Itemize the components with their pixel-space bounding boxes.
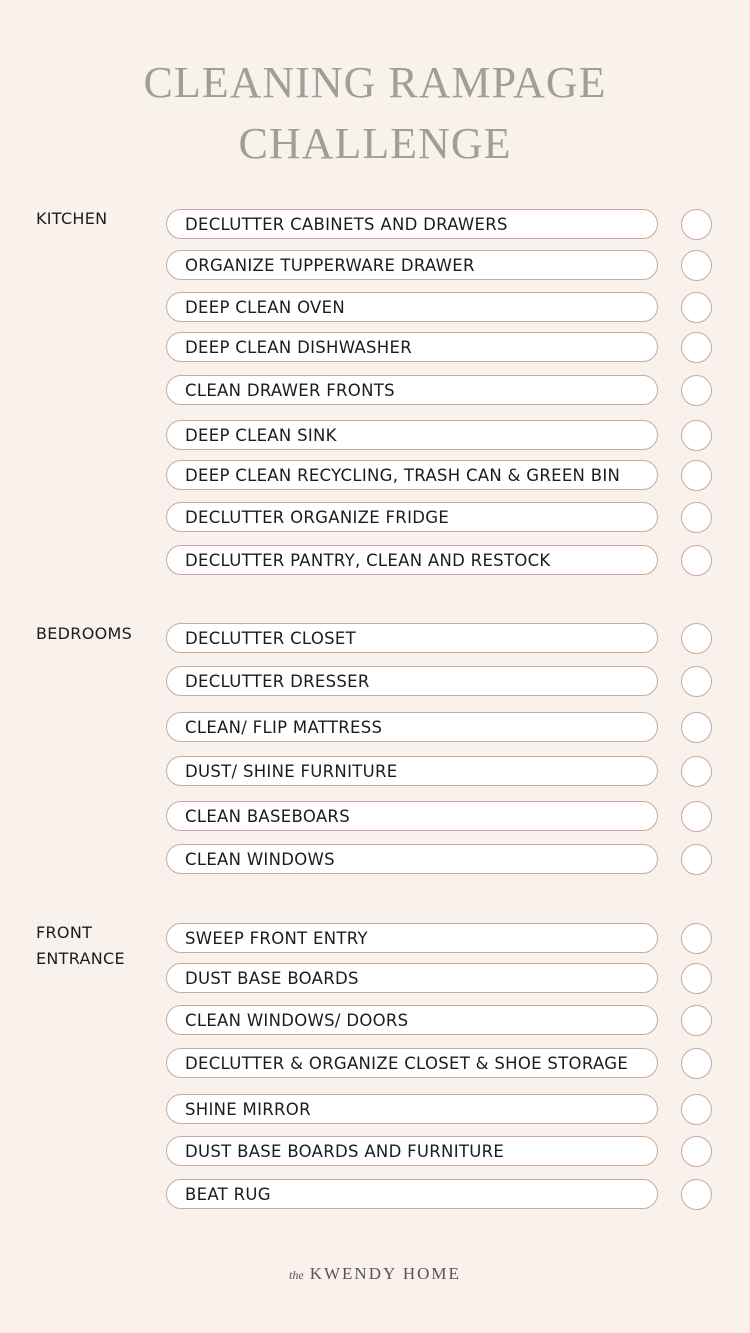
task-label: CLEAN/ FLIP MATTRESS bbox=[185, 717, 383, 737]
task-label: CLEAN WINDOWS/ DOORS bbox=[185, 1010, 409, 1030]
task-label: CLEAN WINDOWS bbox=[185, 849, 335, 869]
task-item bbox=[166, 623, 658, 653]
task-item bbox=[166, 1005, 658, 1035]
task-item bbox=[166, 963, 658, 993]
task-label: ORGANIZE TUPPERWARE DRAWER bbox=[185, 255, 475, 275]
task-item bbox=[166, 712, 658, 742]
task-checkbox[interactable] bbox=[681, 420, 712, 451]
task-label: DUST BASE BOARDS AND FURNITURE bbox=[185, 1141, 505, 1161]
task-item bbox=[166, 1179, 658, 1209]
task-label: DUST BASE BOARDS bbox=[185, 968, 359, 988]
task-checkbox[interactable] bbox=[681, 712, 712, 743]
task-item bbox=[166, 292, 658, 322]
task-label: DECLUTTER CLOSET bbox=[185, 628, 356, 648]
task-item bbox=[166, 460, 658, 490]
task-item bbox=[166, 375, 658, 405]
task-item bbox=[166, 209, 658, 239]
task-checkbox[interactable] bbox=[681, 1179, 712, 1210]
task-checkbox[interactable] bbox=[681, 209, 712, 240]
task-checkbox[interactable] bbox=[681, 332, 712, 363]
task-item bbox=[166, 923, 658, 953]
task-checkbox[interactable] bbox=[681, 756, 712, 787]
task-item bbox=[166, 1048, 658, 1078]
task-checkbox[interactable] bbox=[681, 923, 712, 954]
task-item bbox=[166, 545, 658, 575]
task-checkbox[interactable] bbox=[681, 460, 712, 491]
task-label: DECLUTTER CABINETS AND DRAWERS bbox=[185, 214, 508, 234]
task-checkbox[interactable] bbox=[681, 666, 712, 697]
task-checkbox[interactable] bbox=[681, 1136, 712, 1167]
brand-prefix: the bbox=[289, 1268, 304, 1282]
task-label: DECLUTTER & ORGANIZE CLOSET & SHOE STORAGE bbox=[185, 1053, 629, 1073]
task-item bbox=[166, 844, 658, 874]
task-checkbox[interactable] bbox=[681, 502, 712, 533]
task-item bbox=[166, 756, 658, 786]
task-label: DEEP CLEAN DISHWASHER bbox=[185, 337, 412, 357]
section-label-bedrooms: BEDROOMS bbox=[36, 624, 133, 643]
task-checkbox[interactable] bbox=[681, 801, 712, 832]
task-item bbox=[166, 420, 658, 450]
task-checkbox[interactable] bbox=[681, 292, 712, 323]
task-label: CLEAN DRAWER FRONTS bbox=[185, 380, 395, 400]
section-label-line: FRONT bbox=[36, 923, 93, 942]
task-checkbox[interactable] bbox=[681, 250, 712, 281]
task-item bbox=[166, 666, 658, 696]
task-checkbox[interactable] bbox=[681, 545, 712, 576]
task-item bbox=[166, 332, 658, 362]
section-label-line: ENTRANCE bbox=[36, 949, 125, 968]
task-checkbox[interactable] bbox=[681, 623, 712, 654]
task-label: SHINE MIRROR bbox=[185, 1099, 311, 1119]
task-checkbox[interactable] bbox=[681, 1005, 712, 1036]
section-label-kitchen: KITCHEN bbox=[36, 209, 108, 228]
task-checkbox[interactable] bbox=[681, 375, 712, 406]
task-checkbox[interactable] bbox=[681, 963, 712, 994]
task-item bbox=[166, 1136, 658, 1166]
task-checkbox[interactable] bbox=[681, 1048, 712, 1079]
task-item bbox=[166, 250, 658, 280]
task-checkbox[interactable] bbox=[681, 844, 712, 875]
task-label: DEEP CLEAN SINK bbox=[185, 425, 337, 445]
task-label: DECLUTTER ORGANIZE FRIDGE bbox=[185, 507, 450, 527]
task-item bbox=[166, 1094, 658, 1124]
task-label: DECLUTTER PANTRY, CLEAN AND RESTOCK bbox=[185, 550, 551, 570]
task-label: CLEAN BASEBOARS bbox=[185, 806, 350, 826]
task-checkbox[interactable] bbox=[681, 1094, 712, 1125]
brand-name: KWENDY HOME bbox=[309, 1264, 461, 1283]
task-label: BEAT RUG bbox=[185, 1184, 271, 1204]
task-item bbox=[166, 801, 658, 831]
brand-logo bbox=[0, 1264, 750, 1284]
page-title-line-2: CHALLENGE bbox=[238, 119, 512, 168]
task-label: SWEEP FRONT ENTRY bbox=[185, 928, 368, 948]
task-item bbox=[166, 502, 658, 532]
task-label: DECLUTTER DRESSER bbox=[185, 671, 370, 691]
task-label: DEEP CLEAN RECYCLING, TRASH CAN & GREEN BIN bbox=[185, 465, 621, 485]
task-label: DEEP CLEAN OVEN bbox=[185, 297, 346, 317]
page-title-line-1: CLEANING RAMPAGE bbox=[143, 58, 607, 107]
task-label: DUST/ SHINE FURNITURE bbox=[185, 761, 398, 781]
section-label-front-entrance bbox=[36, 920, 125, 972]
